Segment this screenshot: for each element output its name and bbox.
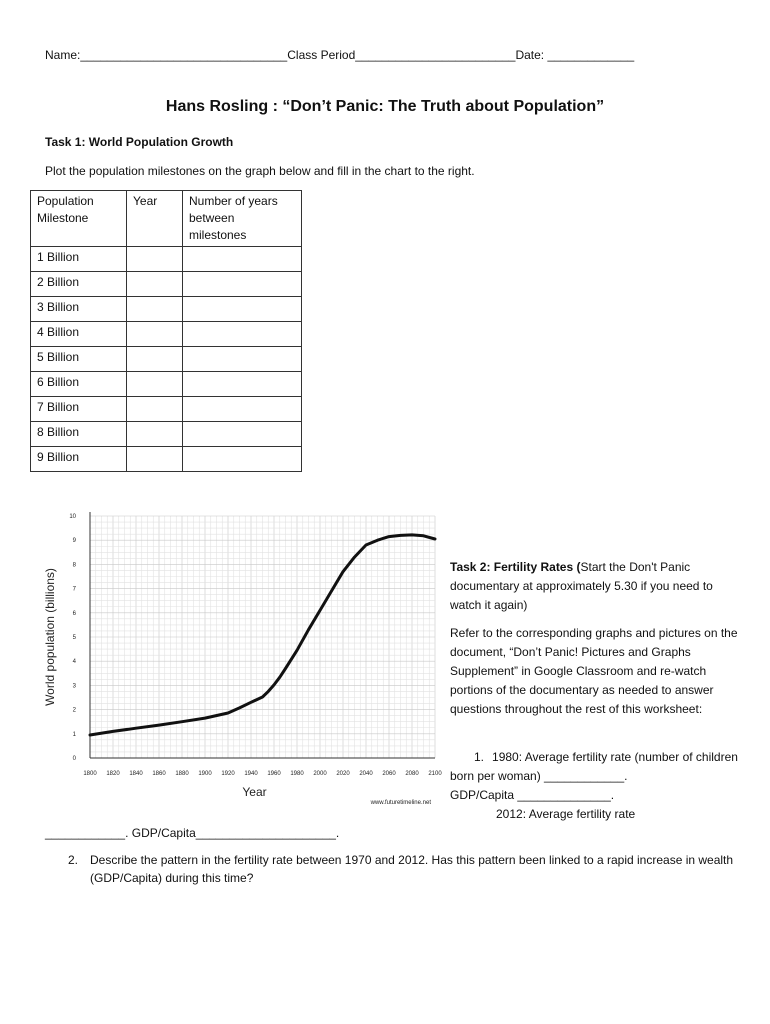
- milestone-label: 6 Billion: [31, 372, 127, 397]
- table-row: [31, 322, 302, 347]
- question-1-line1[interactable]: [450, 748, 740, 786]
- chart-grid: [90, 516, 435, 758]
- table-row: [31, 347, 302, 372]
- milestone-label: 2 Billion: [31, 272, 127, 297]
- page-title: Hans Rosling : “Don’t Panic: The Truth about Population”: [165, 98, 605, 115]
- question-1-text1: 1980: Average fertility rate (number of children born per woman) ____________.: [450, 750, 738, 783]
- task2-heading-rest: Start the Don't Panic documentary at approximately 5.30 if you need to watch it again): [450, 560, 713, 612]
- years-between-cell[interactable]: [183, 247, 302, 272]
- name-blank[interactable]: _______________________________: [80, 48, 288, 62]
- class-period-label: Class Period: [287, 48, 356, 62]
- years-between-cell[interactable]: [183, 347, 302, 372]
- header-years-between: Number of years between milestones: [183, 191, 302, 247]
- y-tick-label: 10: [69, 514, 76, 520]
- x-tick-label: 1860: [152, 771, 166, 777]
- y-axis-label: World population (billions): [43, 568, 57, 706]
- y-tick-label: 2: [72, 707, 76, 714]
- table-row: [31, 297, 302, 322]
- x-tick-label: 1880: [175, 771, 189, 777]
- table-row: [31, 272, 302, 297]
- header-year: Year: [127, 191, 183, 247]
- date-blank[interactable]: _____________: [547, 48, 635, 62]
- task1-instruction: Plot the population milestones on the graph below and fill in the chart to the right.: [45, 164, 475, 178]
- name-label: Name:: [45, 48, 81, 62]
- year-cell[interactable]: [127, 447, 183, 472]
- y-tick-label: 1: [72, 731, 76, 738]
- question-1-line3[interactable]: 2012: Average fertility rate: [496, 807, 636, 821]
- header-population-milestone: Population Milestone: [31, 191, 127, 247]
- question-1-num: 1.: [474, 750, 485, 764]
- table-row: [31, 397, 302, 422]
- x-tick-label: 1920: [221, 771, 235, 777]
- y-tick-label: 7: [72, 586, 76, 593]
- date-label: Date:: [515, 48, 548, 62]
- years-between-cell[interactable]: [183, 397, 302, 422]
- years-between-cell[interactable]: [183, 372, 302, 397]
- year-cell[interactable]: [127, 372, 183, 397]
- years-between-cell[interactable]: [183, 272, 302, 297]
- x-tick-label: 2080: [405, 771, 419, 777]
- year-cell[interactable]: [127, 397, 183, 422]
- question-2: [68, 851, 738, 887]
- year-cell[interactable]: [127, 247, 183, 272]
- task2-paragraph: Refer to the corresponding graphs and pictures on the document, “Don’t Panic! Pictures and Graphs Supplement” in Google Classroom and re-watch portions of the documentary as needed to answer questions throughout the rest of this worksheet:: [450, 626, 738, 716]
- x-tick-label: 1840: [129, 771, 143, 777]
- table-row: [31, 447, 302, 472]
- milestone-label: 7 Billion: [31, 397, 127, 422]
- milestone-label: 8 Billion: [31, 422, 127, 447]
- milestone-table: [30, 190, 302, 472]
- question-1-line2[interactable]: GDP/Capita ______________.: [450, 788, 615, 802]
- task2-section: [450, 558, 740, 728]
- chart-source-credit: www.futuretimeline.net: [370, 800, 431, 806]
- milestone-label: 1 Billion: [31, 247, 127, 272]
- question-2-number: 2.: [68, 853, 79, 867]
- x-tick-labels: [83, 771, 442, 777]
- task2-heading-bold: Task 2: Fertility Rates (: [450, 560, 581, 574]
- milestone-label: 9 Billion: [31, 447, 127, 472]
- y-tick-label: 8: [72, 562, 76, 569]
- x-tick-label: 2000: [313, 771, 327, 777]
- x-axis-label: Year: [242, 785, 267, 799]
- year-cell[interactable]: [127, 272, 183, 297]
- y-tick-label: 3: [72, 683, 76, 690]
- student-info-line: [45, 46, 634, 64]
- table-row: [31, 422, 302, 447]
- milestone-label: 4 Billion: [31, 322, 127, 347]
- years-between-cell[interactable]: [183, 322, 302, 347]
- x-tick-label: 1980: [290, 771, 304, 777]
- years-between-cell[interactable]: [183, 447, 302, 472]
- y-tick-label: 0: [72, 756, 76, 762]
- population-chart: [40, 508, 445, 813]
- x-tick-label: 1960: [267, 771, 281, 777]
- milestone-table-header: [31, 191, 302, 247]
- x-tick-label: 1820: [106, 771, 120, 777]
- x-tick-label: 2100: [428, 771, 442, 777]
- x-tick-label: 1900: [198, 771, 212, 777]
- years-between-cell[interactable]: [183, 422, 302, 447]
- x-tick-label: 1940: [244, 771, 258, 777]
- milestone-label: 5 Billion: [31, 347, 127, 372]
- y-tick-label: 4: [72, 659, 76, 666]
- table-row: [31, 372, 302, 397]
- task1-heading: Task 1: World Population Growth: [45, 135, 234, 149]
- year-cell[interactable]: [127, 297, 183, 322]
- y-tick-label: 6: [72, 610, 76, 617]
- x-tick-label: 2060: [382, 771, 396, 777]
- milestone-label: 3 Billion: [31, 297, 127, 322]
- table-row: [31, 247, 302, 272]
- year-cell[interactable]: [127, 322, 183, 347]
- x-tick-label: 2020: [336, 771, 350, 777]
- class-period-blank[interactable]: ________________________: [355, 48, 516, 62]
- years-between-cell[interactable]: [183, 297, 302, 322]
- y-tick-label: 5: [72, 635, 76, 641]
- question-1-continuation[interactable]: ____________. GDP/Capita_____________________.: [45, 826, 340, 840]
- year-cell[interactable]: [127, 347, 183, 372]
- year-cell[interactable]: [127, 422, 183, 447]
- y-tick-label: 9: [72, 538, 76, 545]
- task2-heading: [450, 558, 740, 615]
- x-tick-label: 1800: [83, 771, 97, 777]
- y-tick-labels: [69, 514, 76, 762]
- question-1-body: [450, 748, 740, 824]
- x-tick-label: 2040: [359, 771, 373, 777]
- question-2-text: Describe the pattern in the fertility rate between 1970 and 2012. Has this pattern been linked to a rapid increase in wealth (GDP/Capita) during this time?: [90, 853, 734, 885]
